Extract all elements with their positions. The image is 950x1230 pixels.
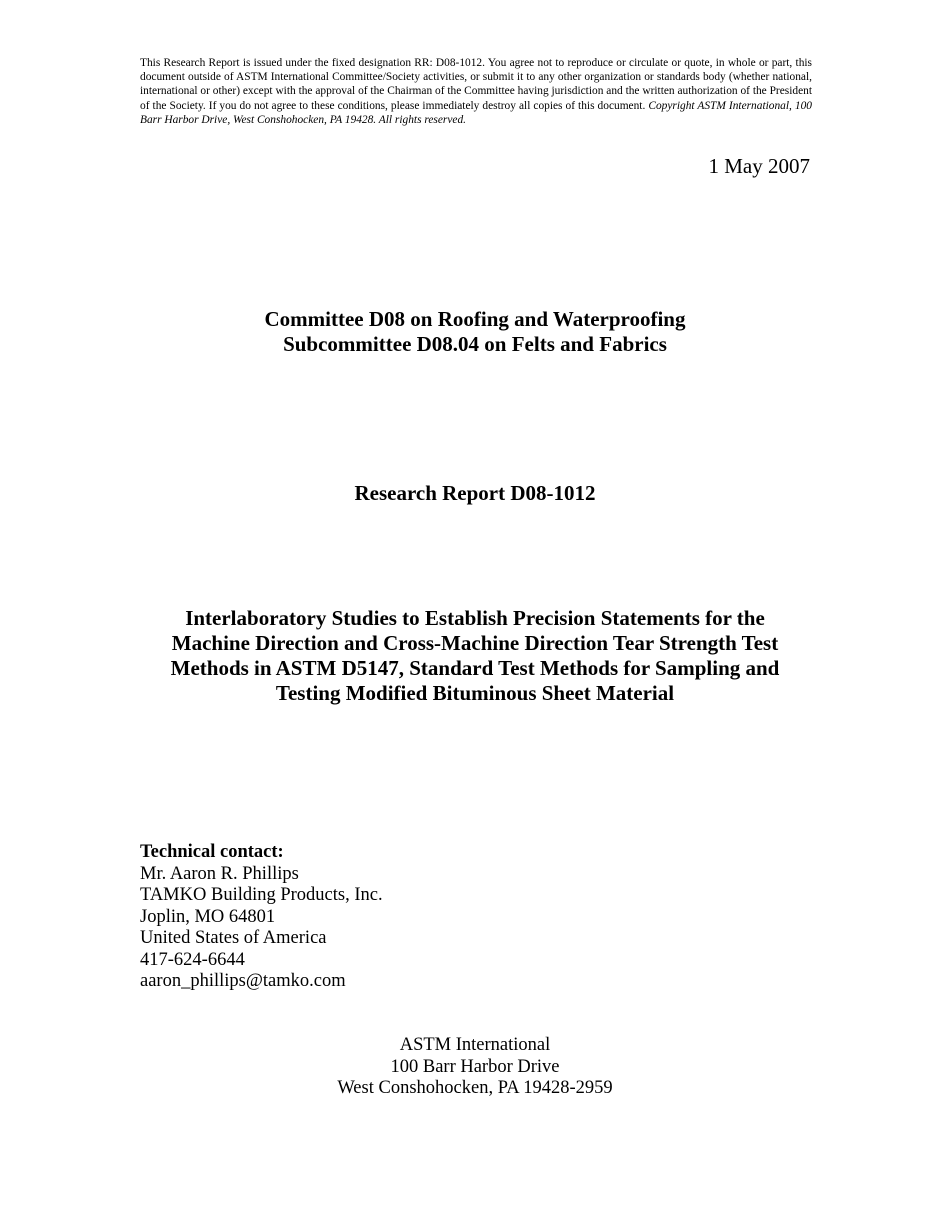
report-title <box>0 606 950 706</box>
report-date: 1 May 2007 <box>708 154 810 178</box>
publisher-address <box>0 1035 950 1100</box>
distribution-notice <box>140 56 812 127</box>
title-line-3: Methods in ASTM D5147, Standard Test Methods for Sampling and <box>170 656 780 680</box>
title-line-1: Interlaboratory Studies to Establish Precision Statements for the <box>185 606 765 630</box>
publisher-street: 100 Barr Harbor Drive <box>390 1056 560 1077</box>
committee-name: Committee D08 on Roofing and Waterproofing <box>264 307 686 331</box>
publisher-name: ASTM International <box>399 1035 551 1055</box>
contact-phone: 417-624-6644 <box>140 949 245 970</box>
notice-text: This Research Report is issued under the fixed designation RR: D08-1012. You agree not to reproduce or circulate or quote, in whole or part, this document outside of ASTM International Committee/Society activities, or submit it to any other organization or standards body (whether national, international or other) except with the approval of the Chairman of the Committee having jurisdiction and the written authorization of the President of the Society. If you do not agree to these conditions, please immediately destroy all copies of this document. <box>140 57 812 112</box>
title-line-4: Testing Modified Bituminous Sheet Material <box>275 681 675 705</box>
publisher-city: West Conshohocken, PA 19428-2959 <box>337 1078 613 1098</box>
report-identifier: Research Report D08-1012 <box>354 481 596 505</box>
copyright-notice: Copyright ASTM International, 100 Barr Harbor Drive, West Conshohocken, PA 19428. All rights reserved. <box>140 99 813 126</box>
committee-heading <box>0 307 950 357</box>
subcommittee-name: Subcommittee D08.04 on Felts and Fabrics <box>283 332 667 356</box>
contact-email: aaron_phillips@tamko.com <box>140 971 346 991</box>
contact-name: Mr. Aaron R. Phillips <box>140 863 299 884</box>
title-line-2: Machine Direction and Cross-Machine Direction Tear Strength Test <box>171 631 779 655</box>
contact-city: Joplin, MO 64801 <box>140 906 276 927</box>
contact-country: United States of America <box>140 928 327 948</box>
contact-heading: Technical contact: <box>140 842 284 862</box>
contact-company: TAMKO Building Products, Inc. <box>140 885 383 905</box>
technical-contact <box>140 842 383 993</box>
